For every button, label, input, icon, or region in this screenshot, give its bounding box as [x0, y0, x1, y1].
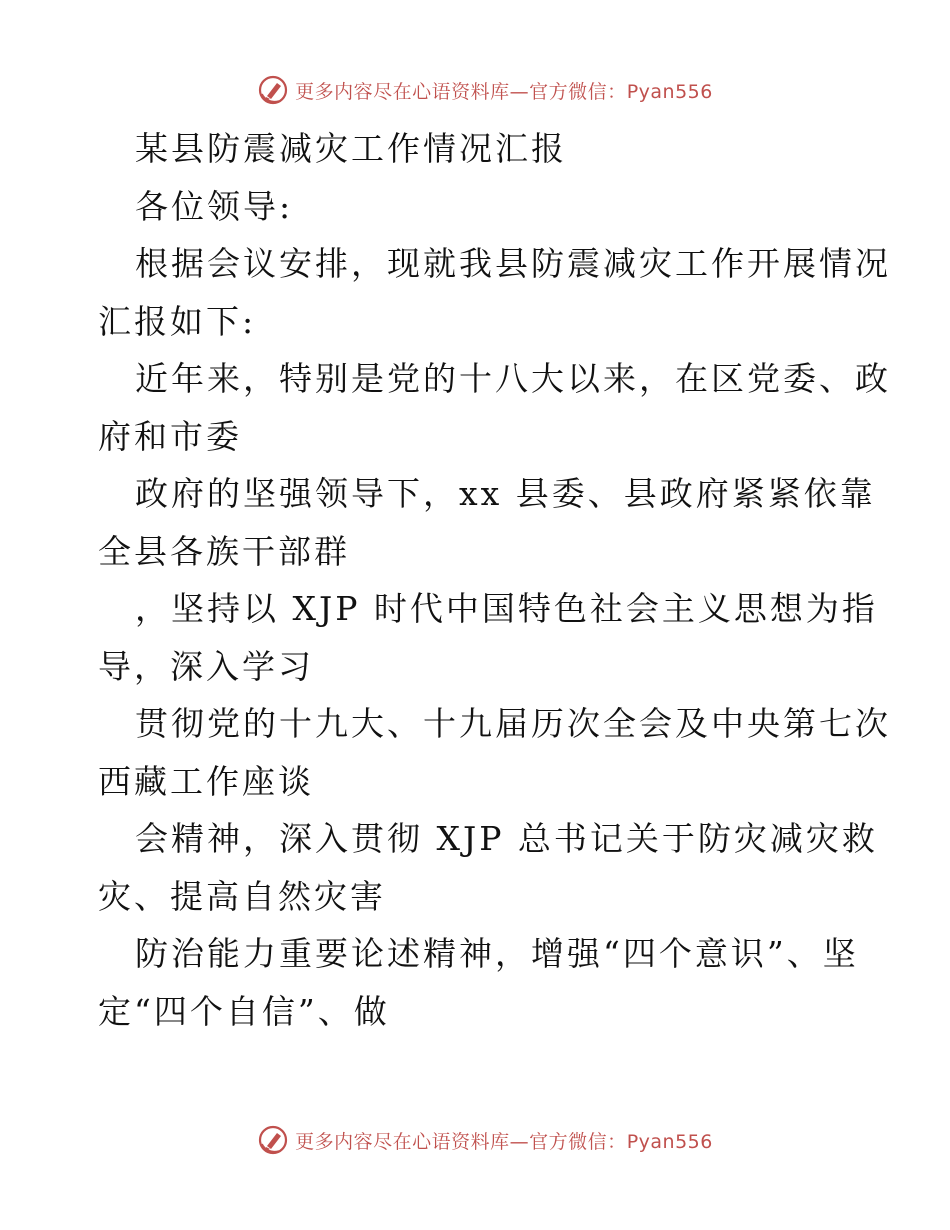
paragraph-line: 府和市委: [98, 416, 242, 456]
paragraph-line: ，坚持以 XJP 时代中国特色社会主义思想为指: [135, 589, 878, 628]
watermark-separator: —官方微信：: [509, 80, 627, 103]
paragraph-line: 全县各族干部群: [98, 531, 350, 571]
watermark-wechat-id: Pyan556: [626, 1130, 713, 1153]
paragraph-line: 防治能力重要论述精神，增强“四个意识”、坚: [135, 934, 859, 973]
pen-nib-circle-icon: [257, 74, 289, 106]
paragraph-line: 导，深入学习: [98, 646, 314, 686]
paragraph-line: 西藏工作座谈: [98, 761, 314, 801]
watermark-wechat-id: Pyan556: [626, 80, 713, 103]
paragraph-line: 根据会议安排，现就我县防震减灾工作开展情况: [135, 244, 891, 283]
watermark-brand: 更多内容尽在心语资料库: [295, 1130, 510, 1153]
watermark-text: [295, 77, 713, 104]
paragraph-line: 汇报如下:: [98, 301, 257, 341]
paragraph-line: 灾、提高自然灾害: [98, 876, 386, 916]
watermark-text: [295, 1127, 713, 1154]
document-title: 某县防震减灾工作情况汇报: [135, 129, 567, 168]
salutation: 各位领导:: [135, 186, 294, 226]
paragraph-line: 政府的坚强领导下，xx 县委、县政府紧紧依靠: [135, 474, 876, 513]
document-body: [98, 120, 891, 1040]
watermark-group: [257, 74, 713, 106]
paragraph-line: 会精神，深入贯彻 XJP 总书记关于防灾减灾救: [135, 819, 878, 858]
paragraph-line: 近年来，特别是党的十八大以来，在区党委、政: [135, 359, 891, 398]
pen-nib-circle-icon: [257, 1124, 289, 1156]
paragraph-line: 定“四个自信”、做: [98, 991, 390, 1031]
footer-watermark: [0, 1120, 950, 1160]
watermark-brand: 更多内容尽在心语资料库: [295, 80, 510, 103]
watermark-group: [257, 1124, 713, 1156]
watermark-separator: —官方微信：: [509, 1130, 627, 1153]
header-watermark: [0, 70, 950, 110]
paragraph-line: 贯彻党的十九大、十九届历次全会及中央第七次: [135, 704, 891, 743]
